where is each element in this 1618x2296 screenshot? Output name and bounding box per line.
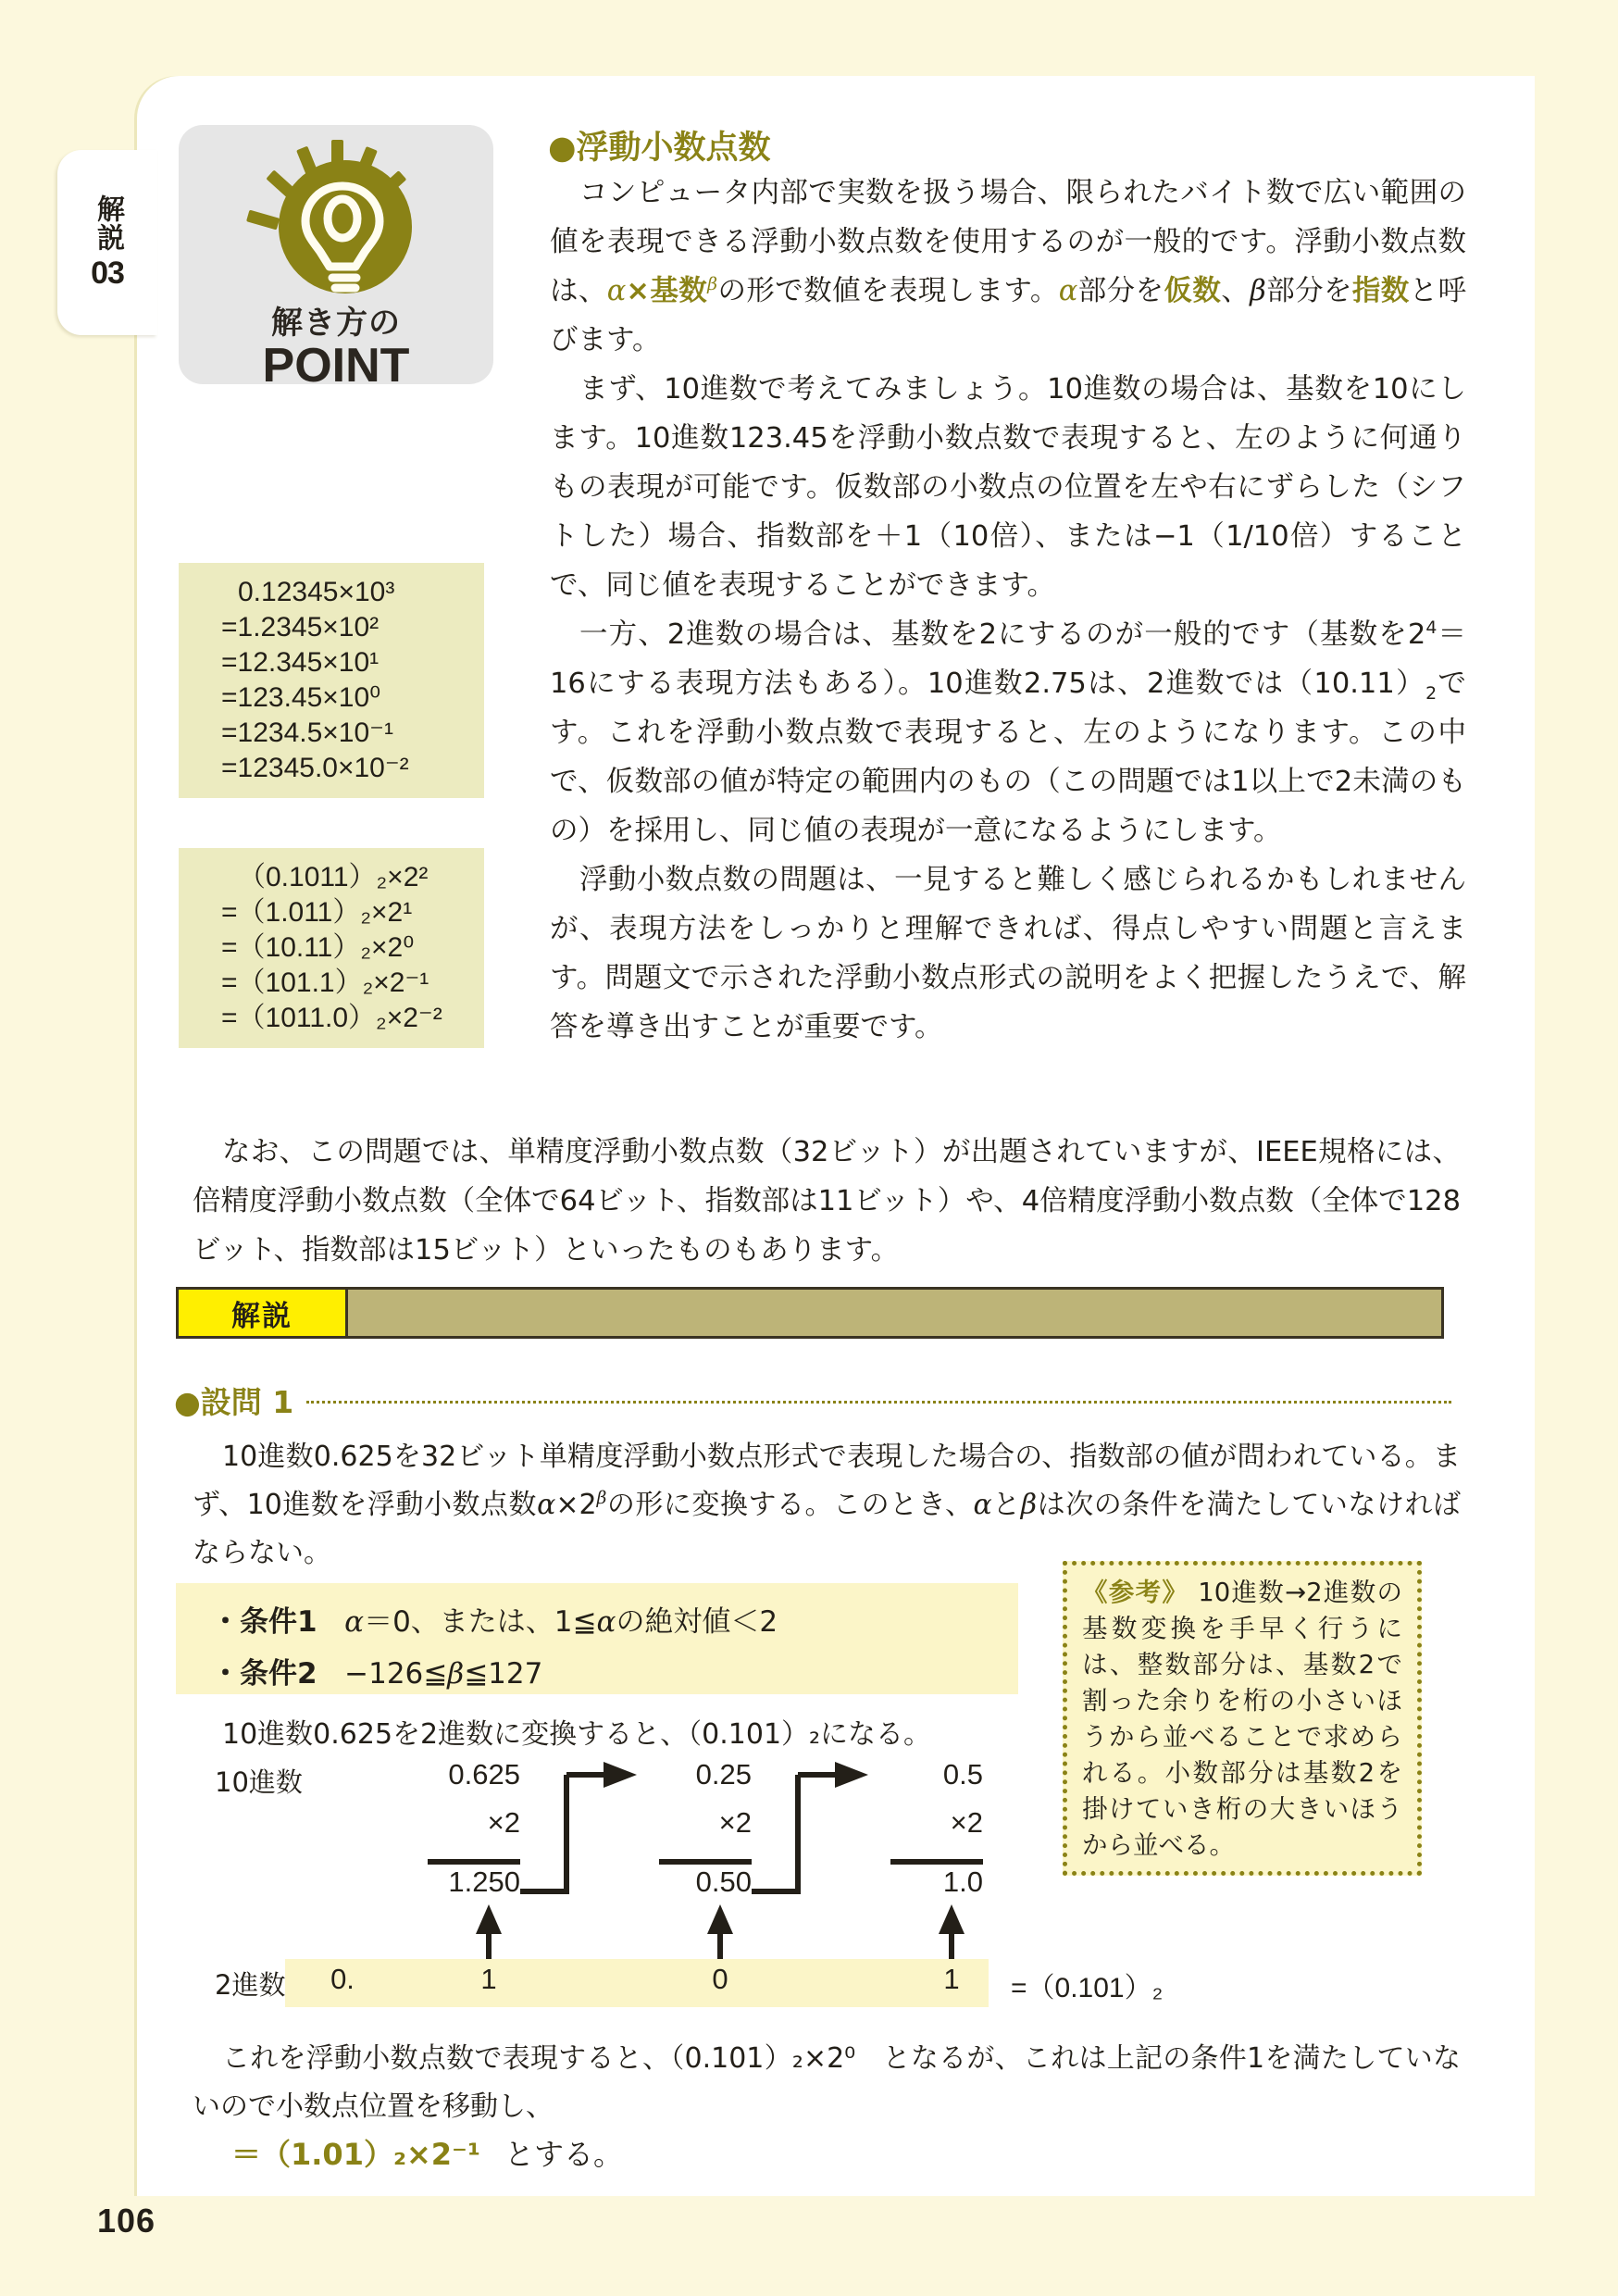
condition-2-text-a: −126≦: [344, 1657, 448, 1691]
p1-part-c: の形で数値を表現します。: [717, 275, 1059, 307]
row-label-decimal: 10進数: [215, 1766, 303, 1798]
alpha-symbol: α: [606, 275, 627, 307]
product-1: 1.250: [448, 1866, 520, 1898]
formula-row: =12.345×10¹: [221, 647, 380, 678]
section-heading: ●浮動小数点数: [548, 130, 771, 167]
alpha-symbol: α: [1058, 275, 1078, 307]
formula-row: =1.2345×10²: [221, 612, 380, 643]
condition-1-text-b: ＝0、または、1≦: [364, 1605, 597, 1639]
formula-box-binary: [179, 848, 484, 1048]
formula-row: =123.45×10⁰: [221, 682, 381, 713]
binary-prefix: 0.: [330, 1963, 355, 1995]
dec-value-3: 0.5: [942, 1758, 983, 1791]
condition-2-text-c: ≦127: [464, 1657, 543, 1691]
p3-exponent: 4: [1425, 617, 1438, 638]
paragraph-1: [550, 168, 1466, 365]
paragraph-2: まず、10進数で考えてみましょう。10進数の場合は、基数を10にします。10進数123.45を浮動小数点数で表現すると、左のように何通りもの表現が可能です。仮数部の小数点の位置を左や右にずらした（シフトした）場合、指数部を＋1（10倍）、または−1（1/10倍）することで、同じ値を表現することができます。: [550, 373, 1466, 602]
p3-part-a: 一方、2進数の場合は、基数を2にするのが一般的です（基数を2: [579, 618, 1426, 651]
question-label: ●設問 1: [174, 1384, 294, 1420]
product-2: 0.50: [695, 1866, 752, 1898]
p1-part-e: 、: [1221, 275, 1251, 307]
beta-symbol: β: [1020, 1489, 1038, 1521]
shisuu-label: 指数: [1351, 275, 1410, 307]
body-column: [550, 168, 1466, 1052]
beta-symbol: β: [707, 273, 718, 294]
beta-symbol: β: [447, 1657, 465, 1691]
kisuu-label: ×基数: [626, 275, 708, 307]
binary-bit-3: 1: [943, 1963, 960, 1995]
q-part-a: 10進数0.625を32ビット単精度浮動小数点形式で表現した場合の、指数部の値が問われている。まず、10進数を浮動小数点数: [193, 1441, 1461, 1521]
binary-result: =（0.101）₂: [1011, 1973, 1164, 2003]
condition-1: [211, 1596, 1018, 1648]
beta-symbol: β: [1250, 275, 1266, 307]
side-tab-number: 03: [91, 255, 124, 291]
tail-paragraph: [193, 2035, 1461, 2131]
formula-row: =1234.5×10⁻¹: [221, 718, 393, 748]
condition-1-text-d: の絶対値＜2: [616, 1605, 778, 1639]
binary-bit-1: 1: [480, 1963, 497, 1995]
binary-conversion-diagram: [215, 1753, 1196, 1993]
point-label-en: POINT: [262, 339, 410, 393]
alpha-symbol: α: [596, 1605, 616, 1639]
side-tab-label: 解説: [92, 193, 124, 252]
p3-part-c: です。これを浮動小数点数で表現すると、左のようになります。この中で、仮数部の値が特定の範囲内のもの（この問題では1以上で2未満のもの）を採用し、同じ値の表現が一意になるようにします。: [550, 668, 1467, 847]
q-part-c: の形に変換する。このとき、: [606, 1489, 974, 1521]
banner-tag: 解説: [179, 1290, 348, 1336]
alpha-symbol: α: [537, 1489, 556, 1521]
binary-highlight-band: [285, 1959, 989, 2007]
formula-row: =（101.1）₂×2⁻¹: [221, 967, 429, 998]
sanko-title: 《参考》: [1082, 1578, 1189, 1607]
multiplier-3: ×2: [950, 1806, 983, 1839]
final-equation-line: [231, 2131, 623, 2174]
multiplier-2: ×2: [718, 1806, 752, 1839]
binary-bit-2: 0: [712, 1963, 728, 1995]
formula-box-decimal: [179, 563, 484, 798]
alpha-symbol: α: [344, 1605, 365, 1639]
conditions-box: [176, 1583, 1018, 1694]
paragraph-4: 浮動小数点数の問題は、一見すると難しく感じられるかもしれませんが、表現方法をしっかりと理解できれば、得点しやすい問題と言えます。問題文で示された浮動小数点形式の説明をよく把握したうえで、解答を導き出すことが重要です。: [550, 864, 1466, 1043]
paragraph-3: [550, 610, 1466, 855]
sanko-text: 10進数→2進数の基数変換を手早く行うには、整数部分は、基数2で割った余りを桁の小さいほうから並べることで求められる。小数部分は基数2を掛けていき桁の大きいほうから並べる。: [1082, 1578, 1403, 1860]
paragraph-5: なお、この問題では、単精度浮動小数点数（32ビット）が出題されていますが、IEEE規格には、倍精度浮動小数点数（全体で64ビット、指数部は11ビット）や、4倍精度浮動小数点数（全体で128ビット、指数部は15ビット）といったものもあります。: [193, 1136, 1461, 1267]
condition-2-label: ・条件2: [211, 1657, 317, 1691]
question-intro: [193, 1433, 1461, 1578]
q-part-e: は次の条件を満たしていなければならない。: [193, 1489, 1462, 1569]
p1-part-d: 部分を: [1077, 275, 1164, 307]
dotted-rule: [306, 1401, 1451, 1404]
kaisetsu-banner: [176, 1287, 1444, 1339]
multiplier-1: ×2: [487, 1806, 520, 1839]
final-equation: ＝（1.01）₂×2⁻¹: [231, 2137, 480, 2172]
row-label-binary: 2進数: [215, 1969, 286, 2001]
q-part-b: ×2: [555, 1489, 597, 1521]
alpha-symbol: α: [973, 1489, 992, 1521]
formula-row: （0.1011）₂×2²: [238, 862, 429, 892]
condition-1-label: ・条件1: [211, 1605, 317, 1639]
body-fullwidth: [193, 1128, 1461, 1275]
question-heading: [174, 1379, 1451, 1422]
p1-part-g: と呼びます。: [550, 275, 1467, 356]
final-suffix: とする。: [504, 2137, 623, 2172]
p3-part-b: ＝16にする表現方法もある）。10進数2.75は、2進数では（10.11）: [550, 618, 1466, 700]
p3-subscript: 2: [1425, 683, 1438, 705]
page-number: 106: [97, 2202, 156, 2240]
tail-part-b: となるが、これは上記の条件1を満たしていないので小数点位置を移動し、: [193, 2042, 1461, 2123]
formula-row: 0.12345×10³: [238, 577, 395, 607]
product-3: 1.0: [942, 1866, 983, 1898]
q-part-d: と: [991, 1489, 1021, 1521]
tail-part-a: これを浮動小数点数で表現すると、（0.101）₂×2⁰: [222, 2042, 856, 2075]
formula-row: =12345.0×10⁻²: [221, 753, 409, 783]
dec-value-2: 0.25: [695, 1758, 752, 1791]
dec-value-1: 0.625: [448, 1758, 520, 1791]
p1-part-f: 部分を: [1265, 275, 1352, 307]
convert-sentence-text: 10進数0.625を2進数に変換すると、（0.101）₂になる。: [222, 1718, 932, 1751]
lightbulb-icon: [239, 138, 433, 301]
point-label-ja: 解き方の: [271, 305, 401, 342]
formula-row: =（1011.0）₂×2⁻²: [221, 1003, 442, 1033]
kasuu-label: 仮数: [1164, 275, 1222, 307]
point-badge: [179, 125, 493, 393]
condition-2: [211, 1648, 1018, 1700]
side-tab-kaisetsu: [57, 150, 157, 335]
beta-symbol: β: [596, 1489, 607, 1508]
formula-row: =（1.011）₂×2¹: [221, 897, 413, 928]
p1-part-a: コンピュータ内部で実数を扱う場合、限られたバイト数で広い範囲の値を表現できる浮動小数点数を使用するのが一般的です。浮動小数点数は、: [550, 177, 1466, 307]
formula-row: =（10.11）₂×2⁰: [221, 932, 415, 963]
binary-result-row: [215, 1959, 1196, 2007]
